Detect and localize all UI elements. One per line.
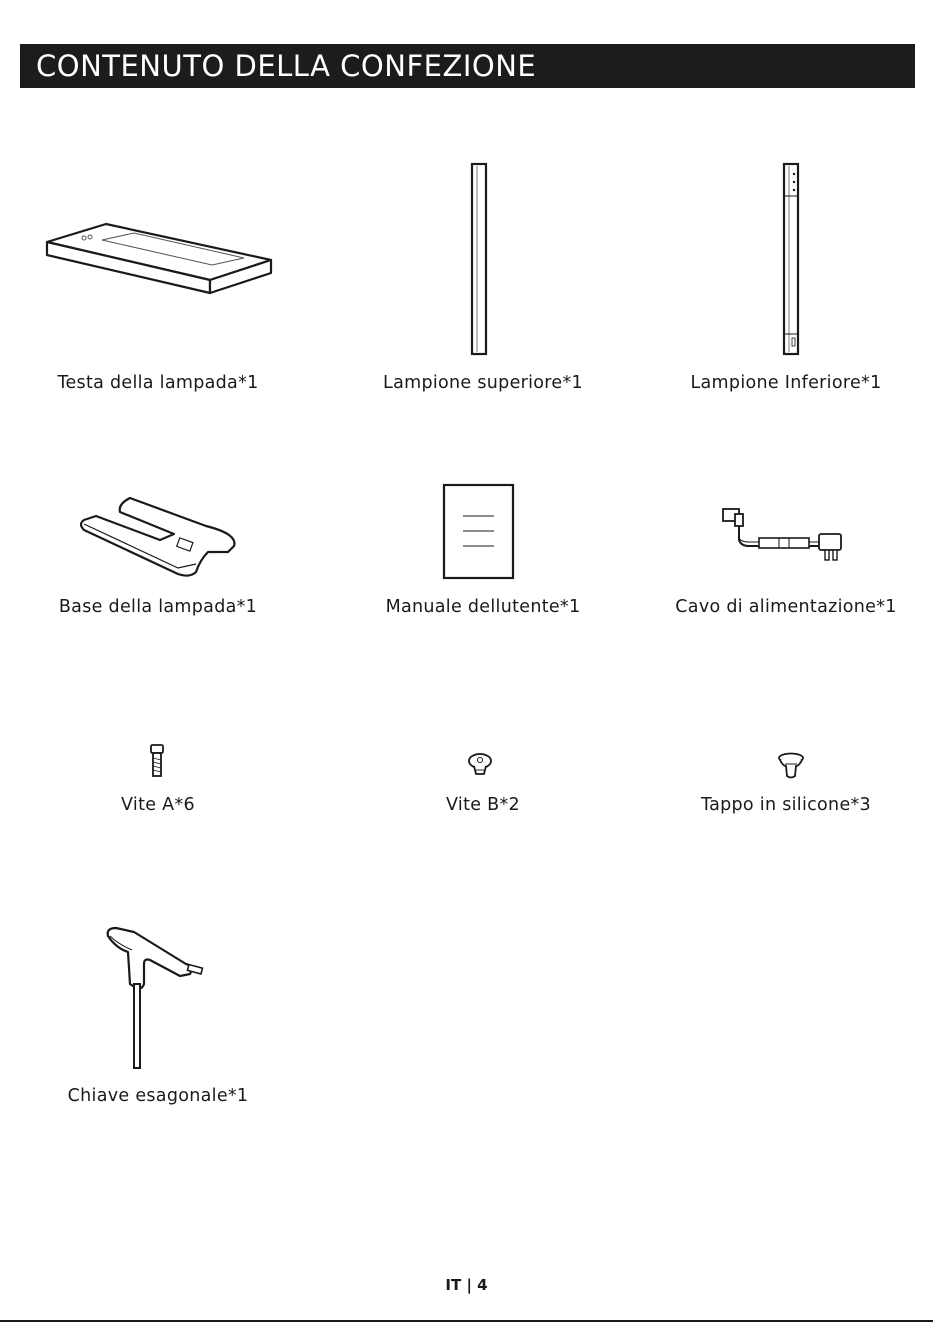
item-label-silicone-plug: Tappo in silicone*3: [701, 795, 871, 815]
upper-pole-icon: [470, 162, 488, 356]
lamp-head-icon: [44, 220, 274, 296]
item-label-screw-a: Vite A*6: [121, 795, 195, 815]
bottom-divider: [0, 1320, 933, 1322]
user-manual-icon: [443, 484, 515, 580]
lamp-base-icon: [78, 494, 240, 578]
section-title: CONTENUTO DELLA CONFEZIONE: [36, 49, 537, 83]
item-label-lower-pole: Lampione Inferiore*1: [690, 373, 882, 393]
page-number: IT | 4: [445, 1276, 488, 1294]
item-label-user-manual: Manuale dellutente*1: [385, 597, 581, 617]
power-cable-icon: [721, 506, 845, 564]
item-label-lamp-head: Testa della lampada*1: [57, 373, 259, 393]
item-label-hex-key: Chiave esagonale*1: [67, 1086, 249, 1106]
item-label-power-cable: Cavo di alimentazione*1: [675, 597, 897, 617]
screw-b-icon: [467, 752, 493, 778]
silicone-plug-icon: [777, 752, 805, 780]
lower-pole-icon: [782, 162, 800, 356]
section-header: [20, 44, 915, 88]
hex-key-icon: [104, 924, 208, 1070]
item-label-upper-pole: Lampione superiore*1: [383, 373, 583, 393]
item-label-lamp-base: Base della lampada*1: [58, 597, 258, 617]
item-label-screw-b: Vite B*2: [446, 795, 520, 815]
screw-a-icon: [149, 744, 165, 778]
